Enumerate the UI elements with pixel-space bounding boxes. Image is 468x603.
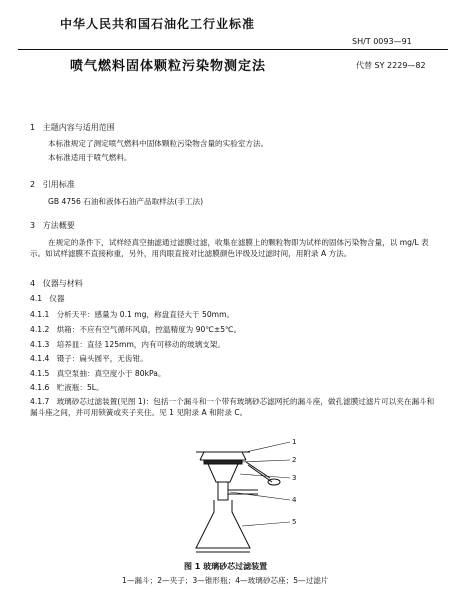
section-3-para-1: 在规定的条件下，试样经真空抽滤通过滤膜过滤，收集在滤膜上的颗粒物即为试样的固体污染物含量，以 mg/L 表示。如试样滤膜不直接称重，另外，用肉眼直接对比滤膜颜色评级及过滤时间，用附录 A 方法。 (30, 238, 429, 258)
item-4-1-7: 4.1.7 玻璃砂芯过滤装置(见图 1)：包括一个漏斗和一个带有玻璃砂芯滤网托的漏斗座，做孔滤膜过滤片可以夹在漏斗和漏斗座之间，并可用锁簧或夹子夹住。见 1 见附录 A 和附录 C。 (30, 397, 435, 417)
item-4-1-4: 4.1.4 镊子：扁头圆平，无齿钳。 (30, 354, 148, 363)
figure-label-4: 4 (292, 496, 297, 504)
section-1-heading: 1 主题内容与适用范围 (30, 123, 115, 132)
standard-title: 喷气燃料固体颗粒污染物测定法 (70, 59, 267, 74)
figure-label-1: 1 (292, 438, 297, 446)
figure-legend: 1—漏斗；2—夹子；3—锥形瓶；4—玻璃砂芯座；5—过滤片 (122, 576, 329, 585)
figure-label-5: 5 (292, 518, 297, 526)
section-1-para-1: 本标准规定了测定喷气燃料中固体颗粒污染物含量的实验室方法。 (48, 139, 269, 148)
item-4-1-3: 4.1.3 培养皿：直径 125mm，内有可移动的玻璃支架。 (30, 340, 225, 349)
section-4-heading: 4 仪器与材料 (30, 279, 83, 288)
filtration-apparatus-figure (160, 430, 310, 558)
section-1-para-2: 本标准适用于喷气燃料。 (48, 153, 132, 162)
replace-note: 代替 SY 2229—82 (356, 61, 426, 70)
figure-caption: 图 1 玻璃砂芯过滤装置 (184, 562, 268, 571)
item-4-1-2: 4.1.2 烘箱：不应有空气循环风扇，控温精度为 90℃±5℃。 (30, 325, 242, 334)
figure-label-2: 2 (292, 456, 297, 464)
item-4-1-6: 4.1.6 贮液瓶：5L。 (30, 383, 104, 392)
item-4-1-1: 4.1.1 分析天平：感量为 0.1 mg，称盘直径大于 50mm。 (30, 310, 235, 319)
section-2-para-1: GB 4756 石油和液体石油产品取样法(手工法) (48, 197, 204, 206)
standard-org: 中华人民共和国石油化工行业标准 (60, 17, 256, 31)
header-rule (18, 49, 448, 50)
item-4-1: 4.1 仪器 (30, 294, 65, 303)
section-2-heading: 2 引用标准 (30, 180, 75, 189)
figure-label-3: 3 (292, 474, 297, 482)
standard-number: SH/T 0093—91 (352, 37, 412, 46)
item-4-1-5: 4.1.5 真空泵抽：真空度小于 80kPa。 (30, 369, 166, 378)
section-3-heading: 3 方法概要 (30, 221, 75, 230)
